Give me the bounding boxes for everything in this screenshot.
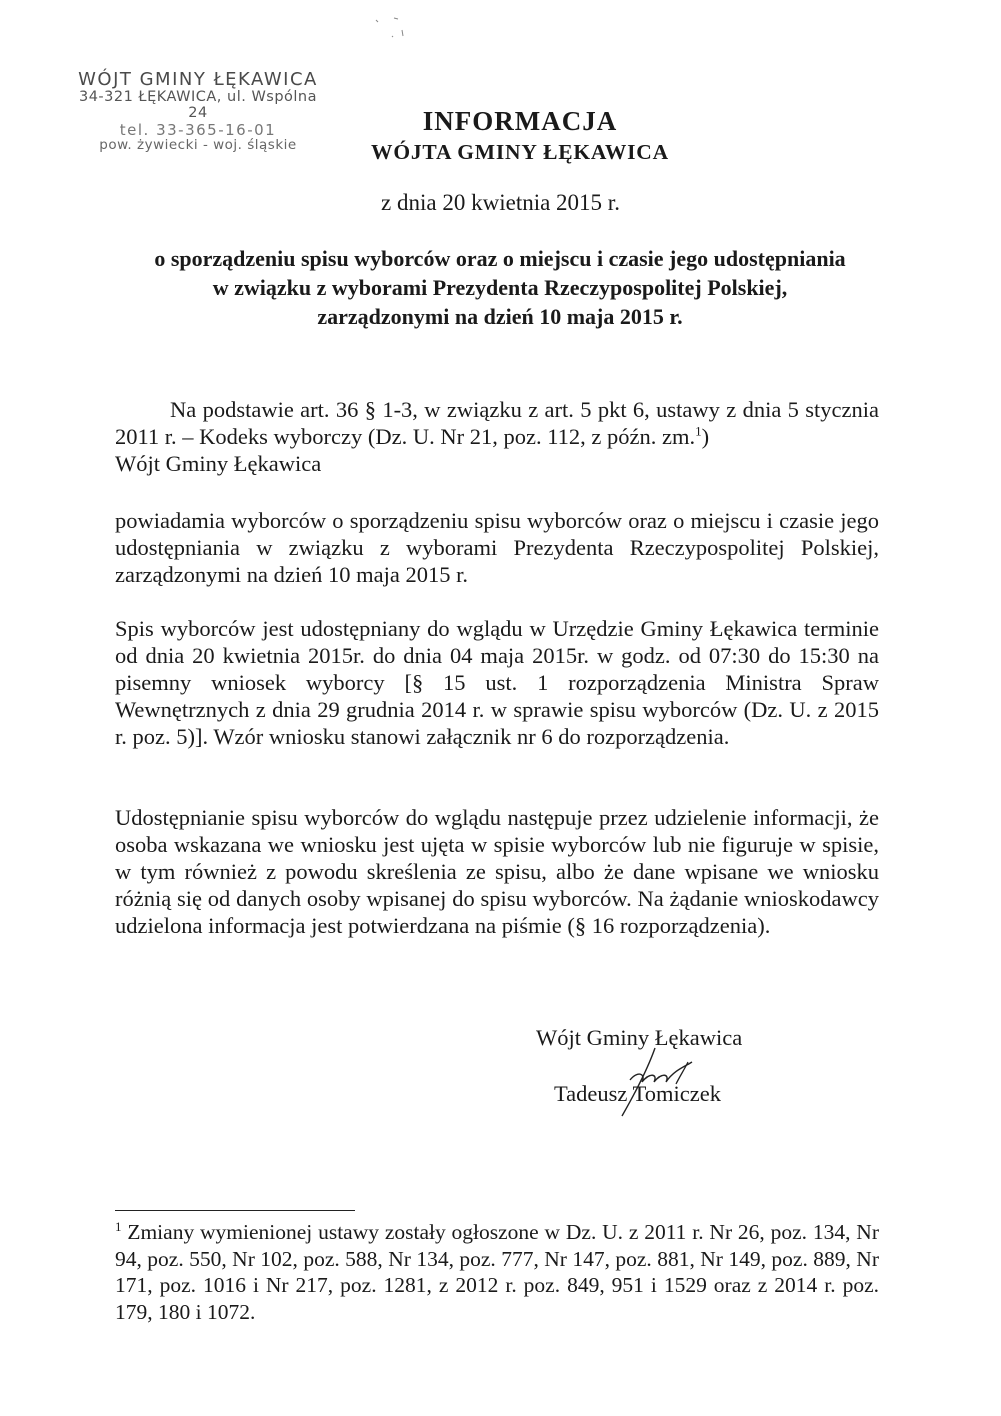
office-stamp: [78, 70, 318, 153]
paragraph-legal-basis: [115, 396, 879, 477]
footnote-separator: [115, 1210, 355, 1211]
paragraph-availability: Spis wyborców jest udostępniany do wglądu w Urzędzie Gminy Łękawica terminie od dnia 20 kwietnia 2015r. do dnia 04 maja 2015r. w godz. od 07:30 do 15:30 na pisemny wniosek wyborcy [§ 15 ust. 1 rozporządzenia Ministra Spraw Wewnętrznych z dnia 29 grudnia 2014 r. w sprawie spisu wyborców (Dz. U. z 2015 r. poz. 5)]. Wzór wniosku stanowi załącznik nr 6 do rozporządzenia.: [115, 616, 879, 749]
stamp-region: pow. żywiecki - woj. śląskie: [99, 137, 297, 154]
paragraph-access-rules: Udostępnianie spisu wyborców do wglądu następuje przez udzielenie informacji, że osoba wskazana we wniosku jest ujęta w spisie wyborców lub nie figuruje w spisie, w tym również z powodu skreślenia ze spisu, albo że dane wpisane we wniosku różnią się od danych osoby wpisanej do spisu wyborców. Na żądanie wnioskodawcy udzielona informacja jest potwierdzana na piśmie (§ 16 rozporządzenia).: [115, 805, 879, 938]
handwritten-signature-icon: [560, 1040, 730, 1120]
document-date: z dnia 20 kwietnia 2015 r.: [381, 190, 620, 215]
stamp-address: 34-321 ŁĘKAWICA, ul. Wspólna 24: [78, 88, 318, 121]
legal-basis-close: ): [701, 424, 710, 449]
scan-artifact-icon: [372, 16, 412, 40]
stamp-phone: tel. 33-365-16-01: [119, 120, 277, 139]
signature-name: Tadeusz Tomiczek: [554, 1081, 721, 1106]
legal-basis-authority: Wójt Gminy Łękawica: [115, 451, 322, 476]
subject-line-1: o sporządzeniu spisu wyborców oraz o miejscu i czasie jego udostępniania: [154, 246, 846, 271]
footnote-text: Zmiany wymienionej ustawy zostały ogłoszone w Dz. U. z 2011 r. Nr 26, poz. 134, Nr 94, poz. 550, Nr 102, poz. 588, Nr 134, poz. 777, Nr 147, poz. 881, Nr 149, poz. 889, Nr 171, poz. 1016 i Nr 217, poz. 1281, z 2012 r. poz. 849, 951 i 1529 oraz z 2014 r. poz. 179, 180 i 1072.: [115, 1220, 879, 1324]
document-subtitle: WÓJTA GMINY ŁĘKAWICA: [371, 140, 669, 164]
document-subject: [100, 244, 900, 331]
footnote-marker: 1: [115, 1218, 122, 1234]
document-title: INFORMACJA: [422, 106, 618, 136]
footnote-reference: 1: [695, 423, 702, 439]
stamp-office-name: WÓJT GMINY ŁĘKAWICA: [78, 69, 318, 90]
footnote: [115, 1219, 879, 1325]
paragraph-notification: powiadamia wyborców o sporządzeniu spisu wyborców oraz o miejscu i czasie jego udostępniania w związku z wyborami Prezydenta Rzeczypospolitej Polskiej, zarządzonymi na dzień 10 maja 2015 r.: [115, 508, 879, 587]
document-title-block: [320, 104, 720, 166]
subject-line-3: zarządzonymi na dzień 10 maja 2015 r.: [317, 304, 683, 329]
legal-basis-text: Na podstawie art. 36 § 1-3, w związku z art. 5 pkt 6, ustawy z dnia 5 stycznia 2011 r. – Kodeks wyborczy (Dz. U. Nr 21, poz. 112, z późn. zm.: [115, 397, 879, 449]
subject-line-2: w związku z wyborami Prezydenta Rzeczypospolitej Polskiej,: [212, 275, 788, 300]
signature-role: Wójt Gminy Łękawica: [536, 1025, 743, 1050]
